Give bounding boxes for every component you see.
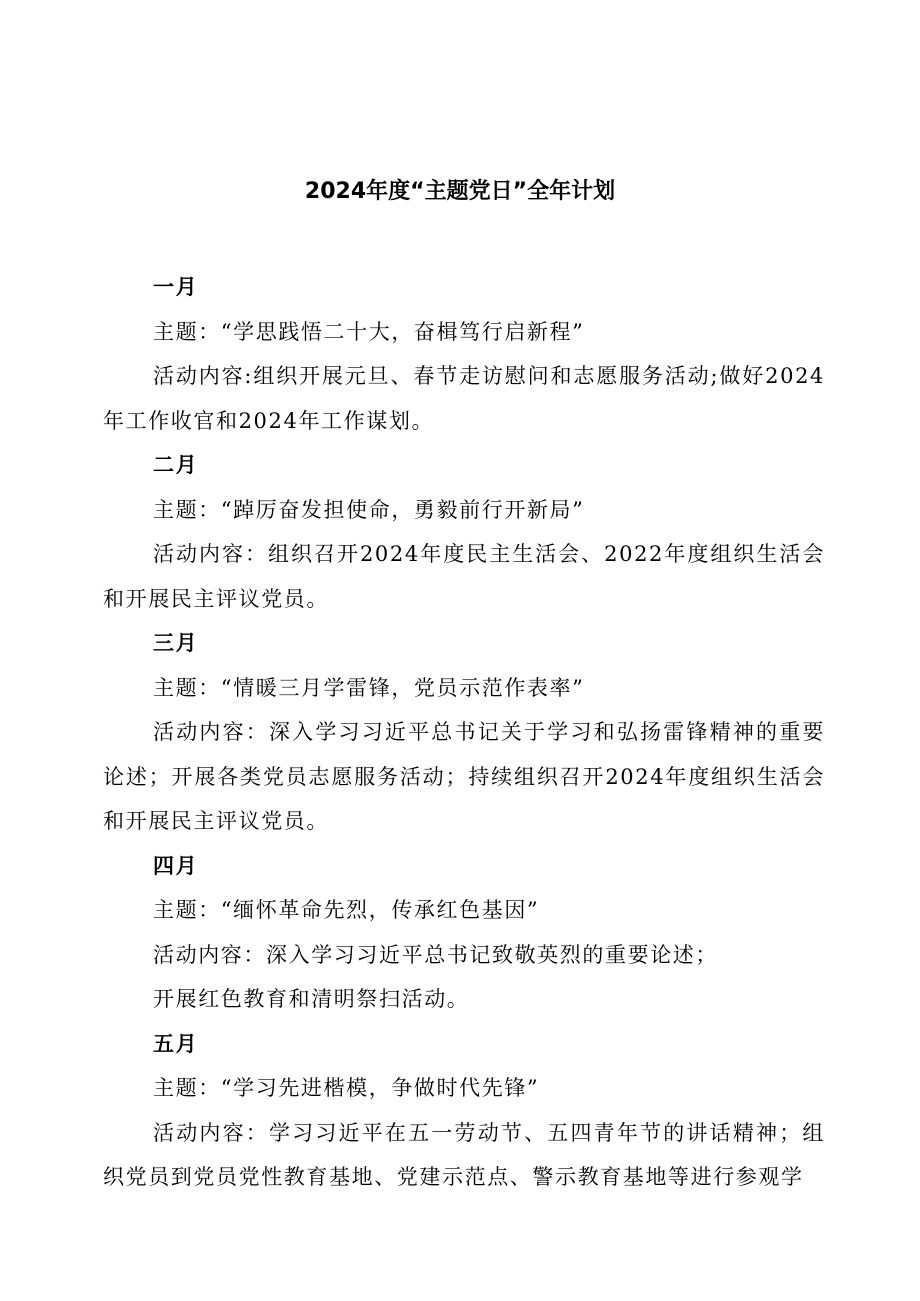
month-heading-march: 三月 xyxy=(153,630,199,655)
activity-may: 活动内容：学习习近平在五一劳动节、五四青年节的讲话精神；组织党员到党员党性教育基地、党建示范点、警示教育基地等进行参观学 xyxy=(103,1120,825,1189)
activity-february: 活动内容：组织召开2024年度民主生活会、2022年度组织生活会和开展民主评议党员。 xyxy=(103,542,825,611)
document-title: 2024年度“主题党日”全年计划 xyxy=(304,179,616,204)
theme-april: 主题：“缅怀革命先烈，传承红色基因” xyxy=(153,898,540,922)
month-heading-january: 一月 xyxy=(153,274,199,299)
activity-april: 活动内容：深入学习习近平总书记致敬英烈的重要论述； xyxy=(153,942,718,967)
month-heading-may: 五月 xyxy=(153,1030,199,1056)
theme-february: 主题：“踔厉奋发担使命，勇毅前行开新局” xyxy=(153,497,585,522)
document-body xyxy=(103,265,825,1200)
month-heading-february: 二月 xyxy=(153,452,199,477)
theme-may: 主题：“学习先进楷模，争做时代先锋” xyxy=(153,1076,540,1100)
month-heading-april: 四月 xyxy=(153,852,199,878)
theme-march: 主题：“情暖三月学雷锋，党员示范作表率” xyxy=(153,675,585,700)
activity-january: 活动内容:组织开展元旦、春节走访慰问和志愿服务活动;做好2024年工作收官和2024年工作谋划。 xyxy=(103,364,825,433)
activity-april-continued: 开展红色教育和清明祭扫活动。 xyxy=(153,987,470,1011)
theme-january: 主题：“学思践悟二十大，奋楫笃行启新程” xyxy=(153,319,585,344)
activity-march: 活动内容：深入学习习近平总书记关于学习和弘扬雷锋精神的重要论述；开展各类党员志愿服务活动；持续组织召开2024年度组织生活会和开展民主评议党员。 xyxy=(103,720,825,833)
